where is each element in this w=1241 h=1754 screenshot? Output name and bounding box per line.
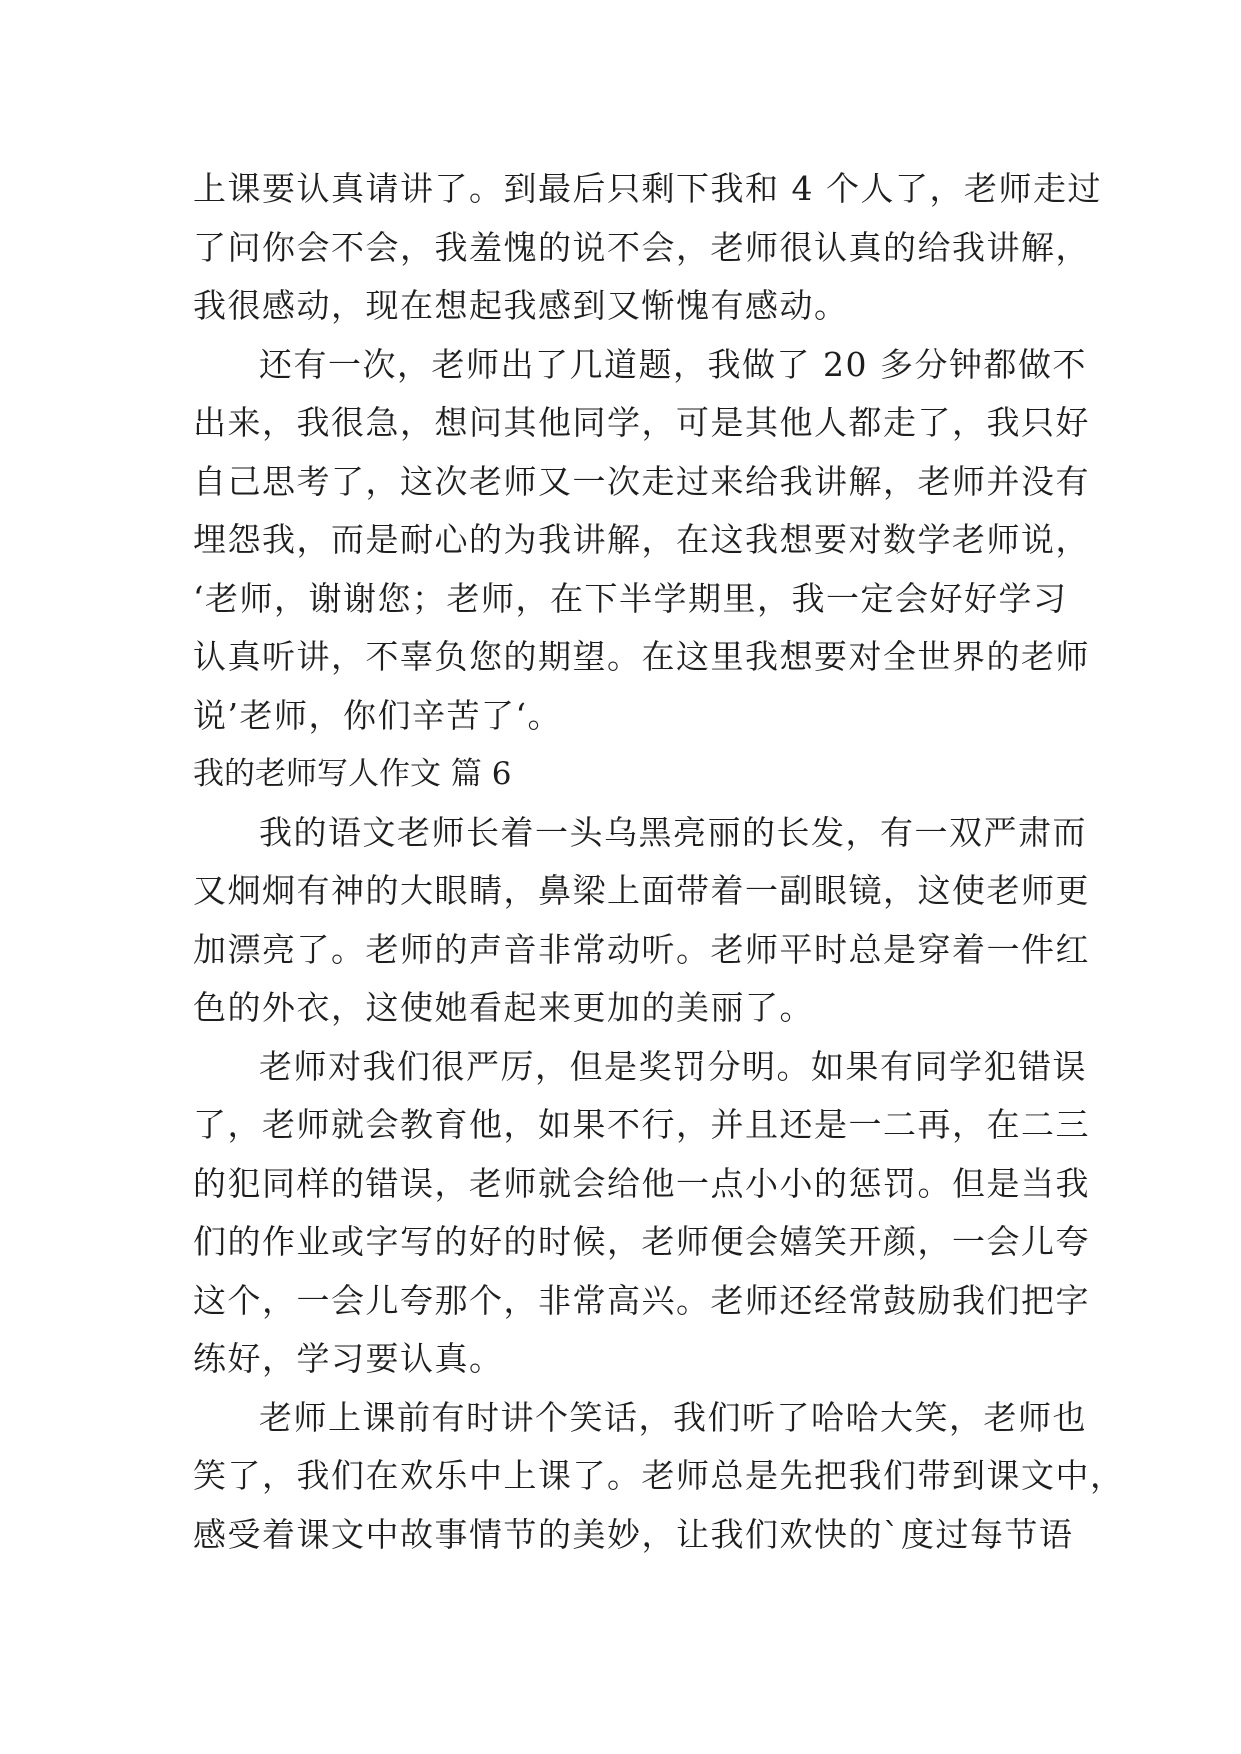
text-line: 这个，一会儿夸那个，非常高兴。老师还经常鼓励我们把字 [193, 1280, 1090, 1320]
text-line: 我的语文老师长着一头乌黑亮丽的长发，有一双严肃而 [259, 812, 1087, 852]
text-line: 又炯炯有神的大眼睛，鼻梁上面带着一副眼镜，这使老师更 [193, 871, 1090, 910]
document-body [193, 160, 1125, 1564]
text-line: 认真听讲，不辜负您的期望。在这里我想要对全世界的老师 [193, 637, 1090, 676]
text-line: 加漂亮了。老师的声音非常动听。老师平时总是穿着一件红 [193, 929, 1090, 969]
text-line: ‘老师，谢谢您；老师，在下半学期里，我一定会好好学习 [193, 578, 1068, 618]
text-line: 了，老师就会教育他，如果不行，并且还是一二再，在二三 [193, 1105, 1090, 1144]
text-line: 上课要认真请讲了。到最后只剩下我和 4 个人了，老师走过 [193, 169, 1102, 208]
text-line: 我很感动，现在想起我感到又惭愧有感动。 [193, 286, 849, 325]
text-line: 了问你会不会，我羞愧的说不会，老师很认真的给我讲解， [193, 227, 1090, 267]
text-line: 感受着课文中故事情节的美妙，让我们欢快的`度过每节语 [193, 1514, 1074, 1554]
text-line: 出来，我很急，想问其他同学，可是其他人都走了，我只好 [193, 403, 1090, 442]
text-line: 笑了，我们在欢乐中上课了。老师总是先把我们带到课文中， [193, 1456, 1125, 1495]
text-line: 老师对我们很严厉，但是奖罚分明。如果有同学犯错误 [259, 1046, 1087, 1086]
text-line: 色的外衣，这使她看起来更加的美丽了。 [193, 988, 814, 1027]
text-line: 练好，学习要认真。 [193, 1339, 504, 1378]
text-line: 还有一次，老师出了几道题，我做了 20 多分钟都做不 [259, 344, 1087, 384]
text-line: 埋怨我，而是耐心的为我讲解，在这我想要对数学老师说， [193, 520, 1090, 559]
text-line: 说’老师，你们辛苦了‘。 [193, 695, 562, 735]
text-line: 的犯同样的错误，老师就会给他一点小小的惩罚。但是当我 [193, 1163, 1090, 1203]
text-line: 们的作业或字写的好的时候，老师便会嬉笑开颜，一会儿夸 [193, 1222, 1090, 1261]
text-line: 老师上课前有时讲个笑话，我们听了哈哈大笑，老师也 [259, 1397, 1087, 1437]
section-heading: 我的老师写人作文 篇 6 [193, 756, 512, 792]
text-line: 自己思考了，这次老师又一次走过来给我讲解，老师并没有 [193, 461, 1090, 501]
